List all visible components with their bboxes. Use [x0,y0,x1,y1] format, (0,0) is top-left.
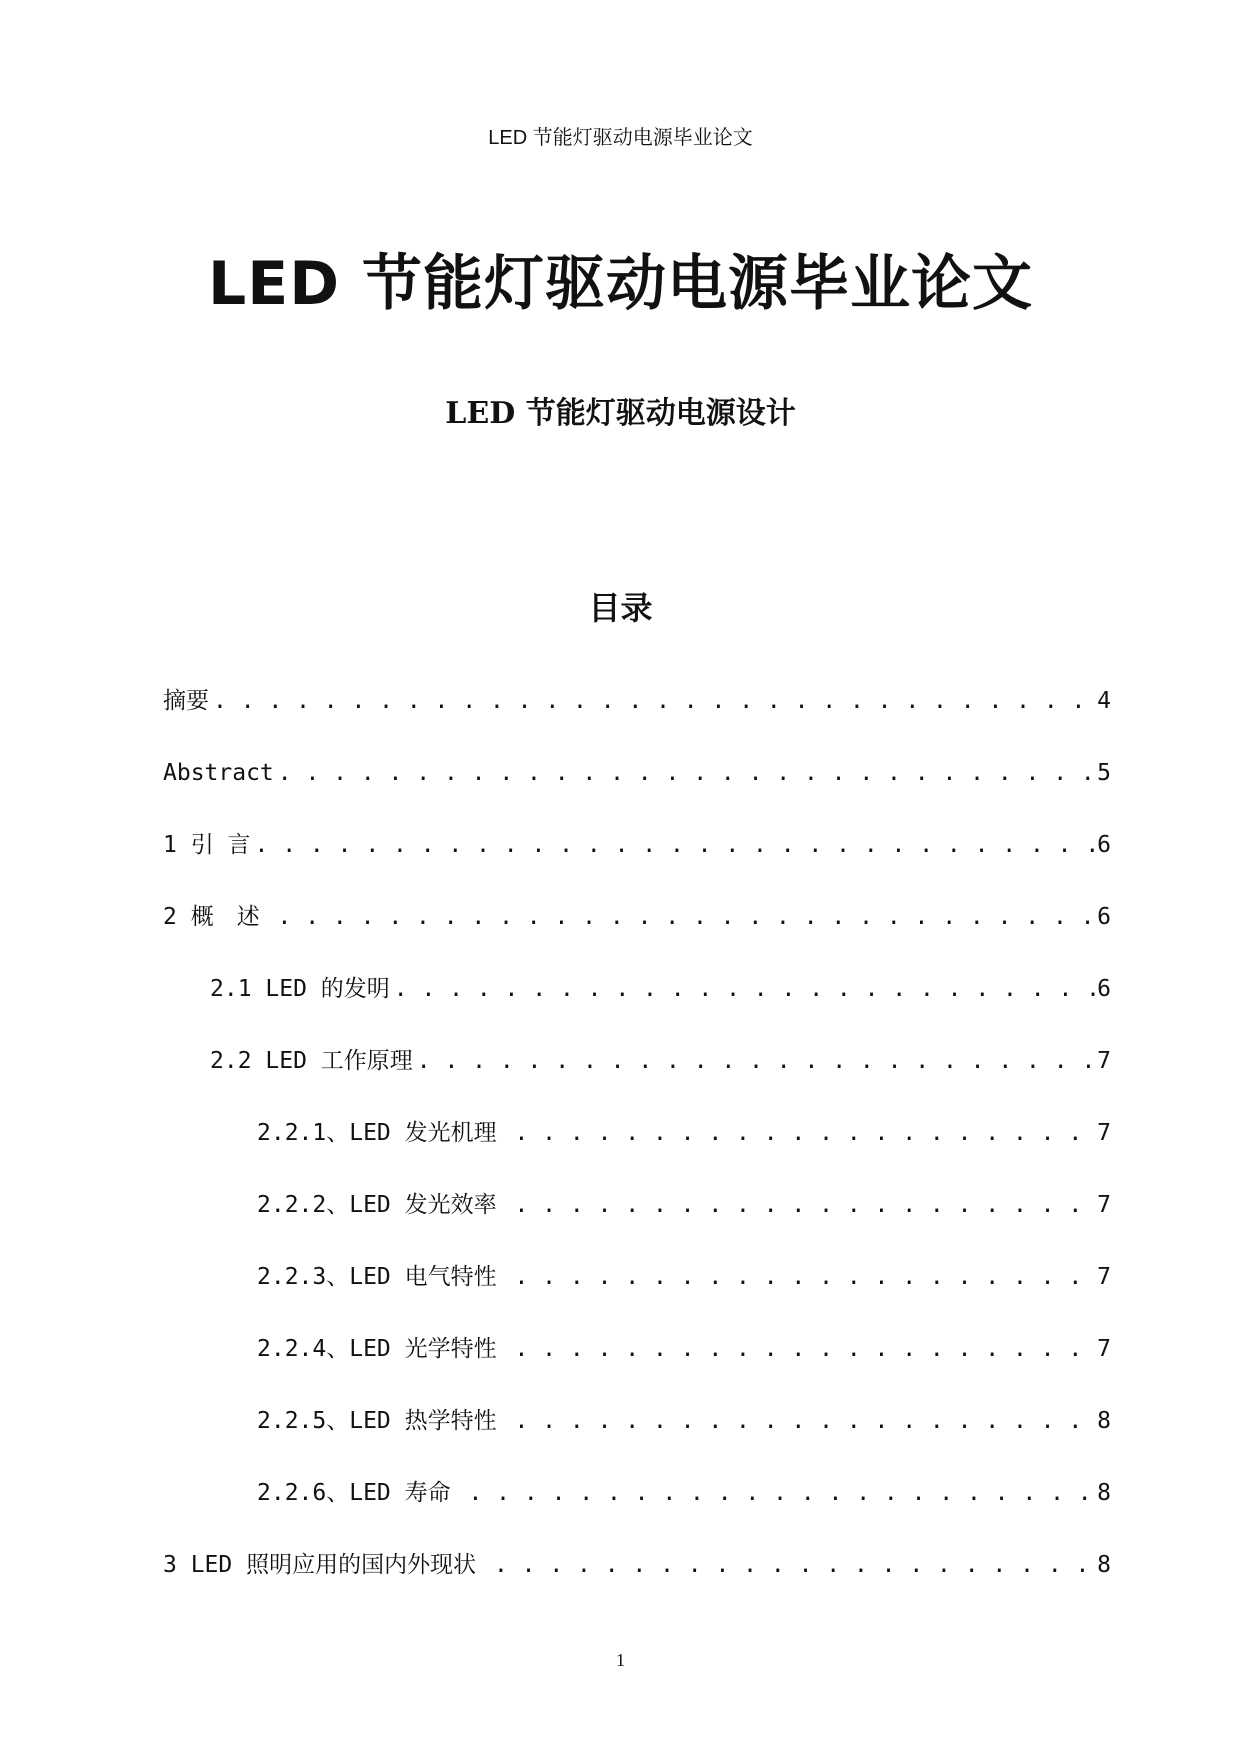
toc-dot-leader [255,830,1096,860]
toc-entry-label: 2.2.6、LED 寿命 [257,1480,465,1506]
toc-entry-page: 7 [1097,1336,1111,1362]
document-title: LED 节能灯驱动电源毕业论文 [208,249,1033,319]
toc-entry-label: 2.2.4、LED 光学特性 [257,1336,511,1362]
toc-dot-leader [514,1262,1095,1292]
toc-entry[interactable] [0,1550,1111,1622]
toc-entry-page: 7 [1097,1264,1111,1290]
toc-dot-leader [278,758,1095,788]
toc-entry-page: 5 [1097,760,1111,786]
running-header: LED 节能灯驱动电源毕业论文 [488,127,753,149]
toc-entry-page: 6 [1097,976,1111,1002]
toc-entry[interactable] [0,974,1111,1046]
toc-dot-leader [278,902,1096,932]
toc-dot-leader [514,1334,1095,1364]
toc-entry[interactable] [0,686,1111,758]
toc-entry[interactable] [0,758,1111,830]
toc-dot-leader [514,1190,1095,1220]
toc-entry[interactable] [0,1334,1111,1406]
table-of-contents [0,686,1241,1622]
toc-entry-label: 3 LED 照明应用的国内外现状 [163,1552,490,1578]
toc-entry-label: 2.2.1、LED 发光机理 [257,1120,511,1146]
toc-entry-page: 6 [1097,904,1111,930]
toc-entry[interactable] [0,902,1111,974]
toc-dot-leader [514,1406,1095,1436]
toc-entry-page: 6 [1097,832,1111,858]
toc-entry-page: 8 [1097,1552,1111,1578]
toc-entry-label: 2.1 LED 的发明 [210,976,390,1002]
toc-entry-label: 1 引 言 [163,832,251,858]
toc-entry-page: 8 [1097,1480,1111,1506]
toc-entry-label: 2 概 述 [163,904,274,930]
toc-entry-page: 4 [1097,688,1111,714]
toc-entry[interactable] [0,1406,1111,1478]
toc-entry-page: 7 [1097,1120,1111,1146]
toc-entry-label: 摘要 [163,688,209,714]
toc-entry-label: 2.2.2、LED 发光效率 [257,1192,511,1218]
toc-dot-leader [514,1118,1095,1148]
toc-entry-page: 7 [1097,1048,1111,1074]
toc-dot-leader [417,1046,1095,1076]
toc-entry-page: 8 [1097,1408,1111,1434]
toc-entry-label: 2.2.3、LED 电气特性 [257,1264,511,1290]
toc-entry[interactable] [0,1118,1111,1190]
toc-entry-label: 2.2 LED 工作原理 [210,1048,413,1074]
toc-dot-leader [468,1478,1095,1508]
toc-entry-label: Abstract [163,760,274,786]
toc-dot-leader [494,1550,1095,1580]
toc-entry[interactable] [0,1478,1111,1550]
toc-entry[interactable] [0,1046,1111,1118]
document-subtitle: LED 节能灯驱动电源设计 [445,396,796,431]
page-number: 1 [616,1650,625,1670]
toc-dot-leader [213,686,1095,716]
toc-entry-page: 7 [1097,1192,1111,1218]
toc-entry[interactable] [0,830,1111,902]
toc-entry[interactable] [0,1190,1111,1262]
toc-dot-leader [394,974,1095,1004]
toc-heading: 目录 [588,589,653,627]
toc-entry[interactable] [0,1262,1111,1334]
toc-entry-label: 2.2.5、LED 热学特性 [257,1408,511,1434]
